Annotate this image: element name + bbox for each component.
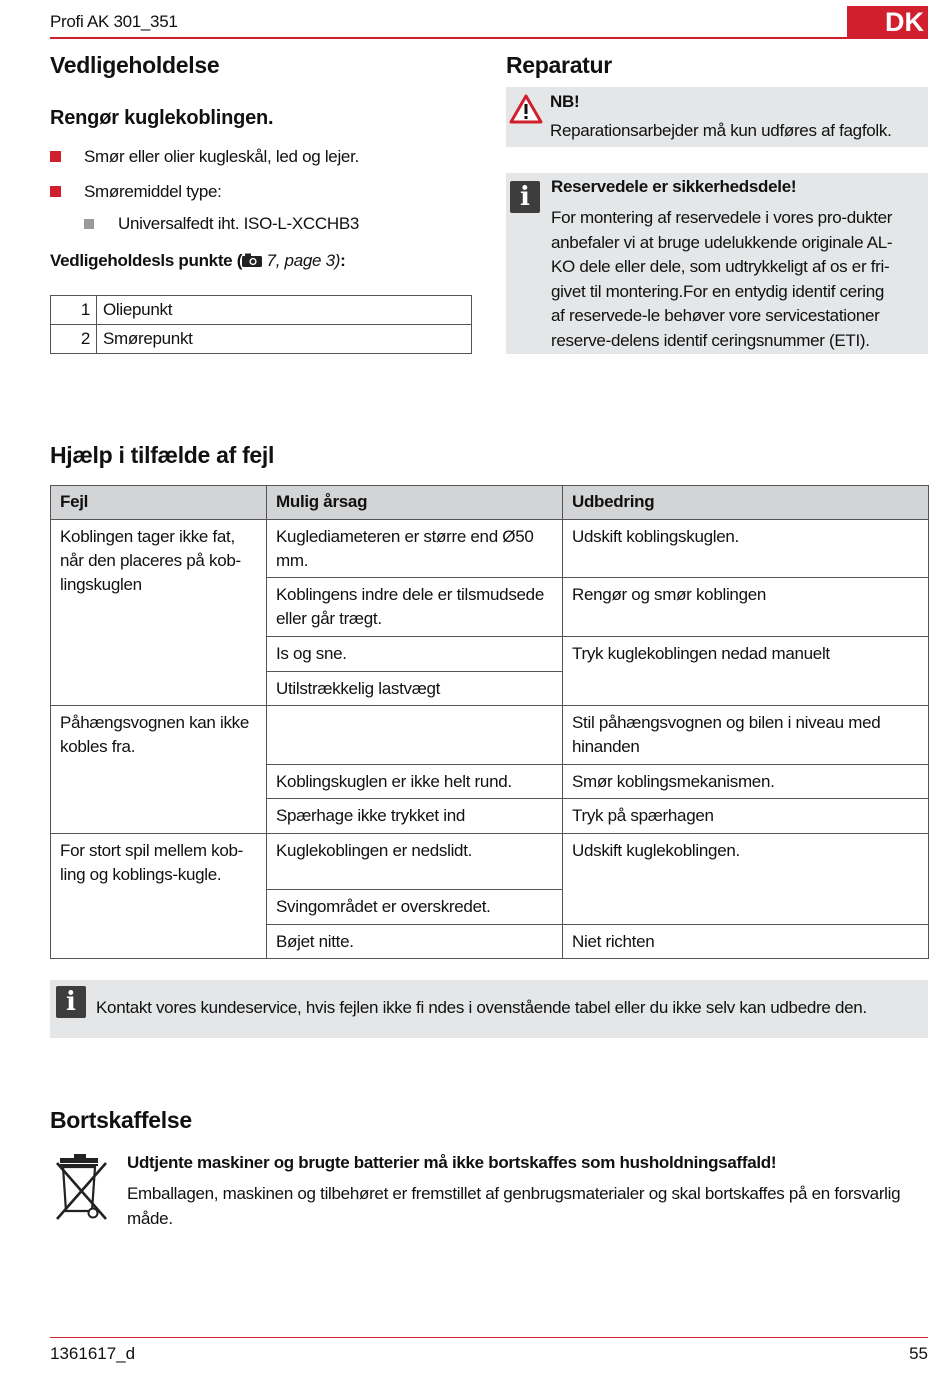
remedy-cell: Niet richten — [563, 925, 929, 959]
bullet-item — [50, 147, 359, 167]
remedy-cell: Tryk på spærhagen — [563, 799, 929, 834]
maintenance-points-table — [50, 295, 472, 354]
table-row — [51, 706, 929, 765]
cause-cell — [267, 706, 563, 765]
maintenance-heading: Vedligeholdelse — [50, 52, 220, 78]
maintenance-points-label — [50, 251, 345, 271]
info-line: givet til montering.For en entydig identif cering — [551, 281, 885, 301]
info-icon: i — [510, 181, 540, 213]
info-line: af reservede-le behøver vore servicestationer — [551, 306, 880, 326]
cause-cell: Koblingens indre dele er tilsmudsede eller går trægt. — [267, 578, 563, 637]
point-number: 2 — [51, 325, 97, 354]
document-number: 1361617_d — [50, 1344, 136, 1363]
disposal-text: Emballagen, maskinen og tilbehøret er fremstillet af genbrugsmaterialer og skal bortskaffes på en forsvarlig måde. — [127, 1184, 901, 1228]
column-header: Mulig årsag — [267, 486, 563, 520]
table-header-row — [51, 486, 929, 520]
bullet-marker — [50, 186, 61, 197]
info-icon: i — [56, 986, 86, 1018]
warning-text: Reparationsarbejder må kun udføres af fagfolk. — [550, 121, 892, 140]
bullet-marker — [50, 151, 61, 162]
bullet-item — [50, 182, 222, 202]
sub-bullet-text: Universalfedt iht. ISO-L-XCCHB3 — [118, 214, 360, 233]
fault-cell: Påhængsvognen kan ikke kobles fra. — [51, 706, 267, 834]
column-header: Udbedring — [563, 486, 929, 520]
warning-triangle-icon — [509, 94, 543, 124]
table-row — [51, 325, 472, 354]
info-title: Reservedele er sikkerhedsdele! — [551, 177, 797, 196]
cause-cell: Utilstrækkelig lastvægt — [267, 672, 563, 706]
point-label: Smørepunkt — [97, 325, 472, 354]
remedy-cell: Udskift koblingskuglen. — [563, 520, 929, 578]
remedy-cell: Rengør og smør koblingen — [563, 578, 929, 637]
remedy-cell: Stil påhængsvognen og bilen i niveau med hinanden — [563, 706, 929, 765]
points-label-reference[interactable]: 7, page 3) — [262, 251, 341, 270]
bullet-text: Smør eller olier kugleskål, led og lejer. — [84, 147, 359, 166]
header-rule — [50, 37, 928, 39]
cause-cell: Spærhage ikke trykket ind — [267, 799, 563, 834]
maintenance-subheading: Rengør kuglekoblingen. — [50, 107, 274, 129]
page-number: 55 — [909, 1344, 928, 1363]
cause-cell: Is og sne. — [267, 637, 563, 672]
cause-cell: Bøjet nitte. — [267, 925, 563, 959]
sub-bullet-item — [84, 214, 360, 234]
crossed-bin-icon — [54, 1153, 112, 1227]
sub-bullet-marker — [84, 219, 94, 229]
fault-cell: Koblingen tager ikke fat, når den placeres på kob-lingskuglen — [51, 520, 267, 706]
remedy-cell: Tryk kuglekoblingen nedad manuelt — [563, 637, 929, 706]
info-line: reserve-delens identif ceringsnummer (ETI). — [551, 330, 870, 350]
fault-table — [50, 485, 929, 959]
cause-cell: Koblingskuglen er ikke helt rund. — [267, 765, 563, 799]
language-badge: DK — [847, 6, 928, 39]
faults-heading: Hjælp i tilfælde af fejl — [50, 442, 275, 468]
column-header: Fejl — [51, 486, 267, 520]
table-row — [51, 834, 929, 890]
points-label-text: Vedligeholdesls punkte ( — [50, 251, 243, 270]
fault-cell: For stort spil mellem kob-ling og koblings-kugle. — [51, 834, 267, 959]
camera-icon — [242, 253, 262, 267]
remedy-cell: Udskift kuglekoblingen. — [563, 834, 929, 925]
info-line: For montering af reservedele i vores pro-dukter — [551, 208, 893, 227]
point-number: 1 — [51, 296, 97, 325]
contact-note-text: Kontakt vores kundeservice, hvis fejlen ikke fi ndes i ovenstående tabel eller du ikke selv kan udbedre den. — [96, 998, 867, 1017]
warning-title: NB! — [550, 92, 580, 111]
bullet-text: Smøremiddel type: — [84, 182, 222, 201]
remedy-cell: Smør koblingsmekanismen. — [563, 765, 929, 799]
points-label-colon: : — [340, 251, 346, 270]
disposal-warning: Udtjente maskiner og brugte batterier må ikke bortskaffes som husholdningsaffald! — [127, 1153, 777, 1172]
footer-rule — [50, 1337, 928, 1338]
cause-cell: Kuglediameteren er større end Ø50 mm. — [267, 520, 563, 578]
cause-cell: Kuglekoblingen er nedslidt. — [267, 834, 563, 890]
table-row — [51, 520, 929, 578]
point-label: Oliepunkt — [97, 296, 472, 325]
info-line: anbefaler vi at bruge udelukkende originale AL- — [551, 232, 893, 252]
table-row — [51, 296, 472, 325]
cause-cell: Svingområdet er overskredet. — [267, 890, 563, 925]
disposal-heading: Bortskaffelse — [50, 1107, 192, 1133]
info-box — [506, 173, 928, 354]
info-line: KO dele eller dele, som udtrykkeligt af os er fri- — [551, 257, 890, 277]
document-title: Profi AK 301_351 — [50, 12, 178, 31]
repair-heading: Reparatur — [506, 52, 612, 78]
contact-note-box — [50, 980, 928, 1038]
info-text — [551, 206, 921, 354]
warning-box — [506, 87, 928, 147]
